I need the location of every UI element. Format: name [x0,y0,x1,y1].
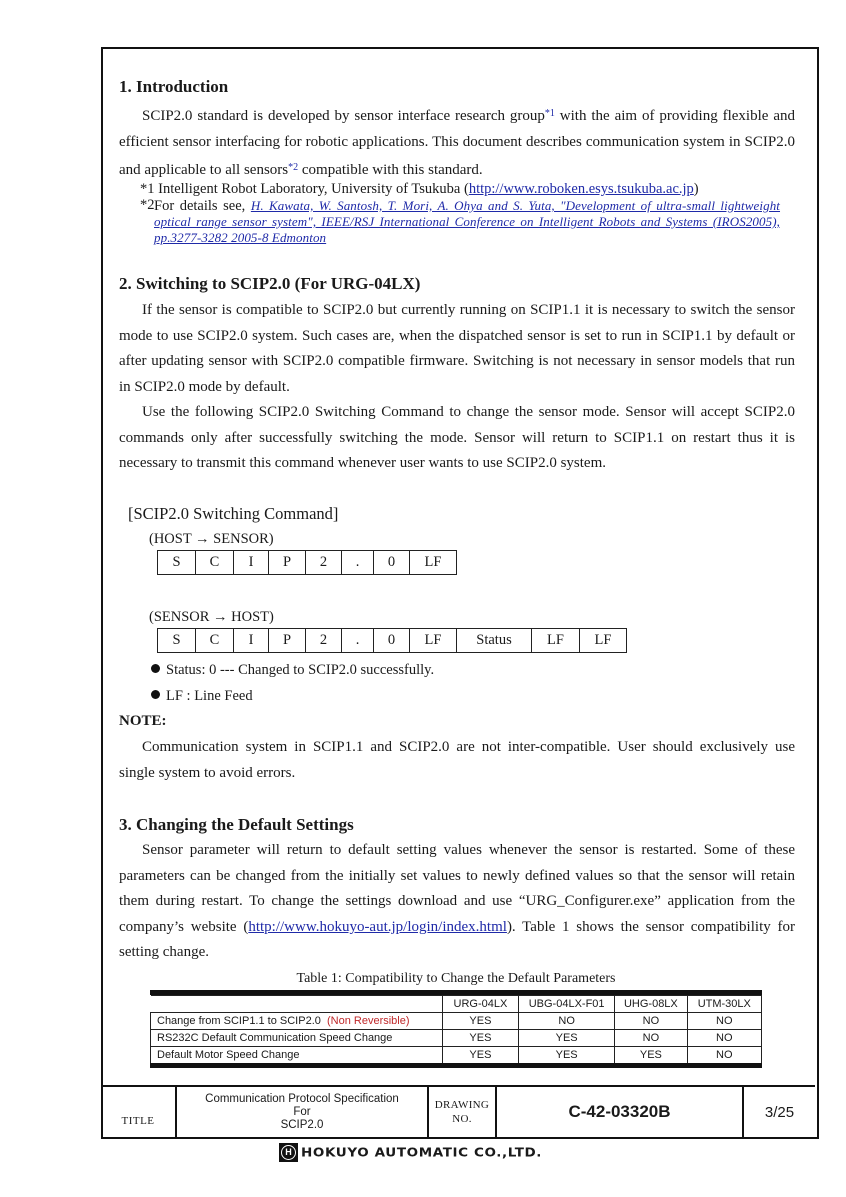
table-header-cell: UTM-30LX [687,996,761,1013]
command-cell: 2 [306,551,342,575]
para-text: Communication system in SCIP1.1 and SCIP2.0 are not inter-compatible. User should exclusively use single system to avoid errors. [119,739,795,781]
title-line: SCIP2.0 [280,1118,324,1131]
footnote-text: ) [693,181,699,197]
bullet-text: Status: 0 --- Changed to SCIP2.0 successfully. [166,662,435,678]
para-text: Sensor parameter will return to default setting values whenever the sensor is restarted. Some of these parameters can be changed from the initially set values to newly defined values so that the sensor will retain them during restart. To change the settings download and use “URG_Configurer.exe” application from the company’s website ( [119,842,795,935]
table-cell: NO [687,1013,761,1030]
bullet-icon [151,664,160,673]
command-cell: C [196,551,234,575]
table-row-label [151,1013,443,1030]
table-row [151,1030,762,1047]
note-label: NOTE: [119,713,167,729]
table-cell: YES [442,1047,518,1064]
command-cell: LF [410,629,457,653]
section-1-paragraph [119,101,795,184]
table-cell: YES [442,1030,518,1047]
bullet-item [151,662,434,679]
drawing-label-line: DRAWING [434,1099,490,1111]
table-cell: NO [687,1047,761,1064]
drawing-label-line: NO. [452,1113,472,1125]
command-cell: C [196,629,234,653]
section-2-heading: 2. Switching to SCIP2.0 (For URG-04LX) [119,274,421,293]
host-to-sensor-label: (HOST → SENSOR) [149,531,274,547]
para-text: ). Table 1 shows the sensor compatibility for setting change. [119,918,795,961]
footnote-mark: *1 [140,181,155,197]
para-text: If the sensor is compatible to SCIP2.0 but currently running on SCIP1.1 it is necessary to switch the sensor mode to use SCIP2.0 system. Such cases are, when the dispatched sensor is set to run in SCIP1.1 by default or after updating sensor with SCIP2.0 compatible firmware. Switching is not necessary in sensor models that run in SCIP2.0 mode by default. [119,302,795,395]
command-cell: . [342,629,374,653]
section-3-paragraph [119,838,795,966]
table-row-label: Default Motor Speed Change [151,1047,443,1064]
table-header-cell: UBG-04LX-F01 [519,996,615,1013]
sensor-to-host-label: (SENSOR → HOST) [149,609,274,625]
section-2-paragraph-1 [119,298,795,400]
command-cell: LF [410,551,457,575]
hokuyo-login-link[interactable]: http://www.hokuyo-aut.jp/login/index.html [248,918,507,935]
command-cell: I [234,551,269,575]
table-cell: NO [519,1013,615,1030]
table-cell: NO [615,1013,687,1030]
table-caption: Table 1: Compatibility to Change the Default Parameters [296,971,616,986]
roboken-link[interactable]: http://www.roboken.esys.tsukuba.ac.jp [468,181,694,197]
title-label: TITLE [121,1115,155,1127]
command-cell: Status [457,629,532,653]
command-cell: S [158,551,196,575]
row-label-text: Change from SCIP1.1 to SCIP2.0 [157,1015,321,1027]
host-to-sensor-command [157,550,457,575]
footnote-1 [140,182,780,197]
command-cell: LF [580,629,627,653]
non-reversible-note: (Non Reversible) [327,1015,410,1027]
table-row-label: RS232C Default Communication Speed Change [151,1030,443,1047]
footnote-2 [140,198,780,246]
command-cell: 0 [374,629,410,653]
command-cell: S [158,629,196,653]
footnote-ref-1[interactable]: *1 [544,108,555,119]
table-cell: YES [519,1030,615,1047]
logo-mark-glyph: H [281,1145,296,1160]
table-header-cell: UHG-08LX [615,996,687,1013]
command-cell: 2 [306,629,342,653]
page-number: 3/25 [742,1087,815,1137]
command-cell: P [269,629,306,653]
table-row [151,1013,762,1030]
company-logo [279,1143,542,1162]
table-cell: YES [519,1047,615,1064]
table-header-cell: URG-04LX [442,996,518,1013]
table-cell: YES [615,1047,687,1064]
command-cell: LF [532,629,580,653]
footnote-mark: *2 [140,197,155,213]
command-title: [SCIP2.0 Switching Command] [128,504,339,523]
kawata-paper-link[interactable]: H. Kawata, W. Santosh, T. Mori, A. Ohya and S. Yuta, "Development of ultra-small lightweight optical range sensor system", IEEE/RSJ International Conference on Intelligent Robots and Systems (IROS2005), pp.3277-3282 2005-8 Edmonton [154,198,781,245]
table-header-row [151,996,762,1013]
document-title [175,1087,427,1137]
section-3-heading: 3. Changing the Default Settings [119,815,354,834]
title-block [101,1085,815,1137]
sensor-to-host-command [157,628,627,653]
title-line: Communication Protocol Specification [205,1092,399,1105]
footnote-text: For details see, [154,198,251,214]
command-cell: 0 [374,551,410,575]
table-bottom-rule [150,1063,762,1068]
bullet-item [151,688,253,705]
section-2-paragraph-2 [119,400,795,477]
command-cell: . [342,551,374,575]
bullet-text: LF : Line Feed [166,688,253,704]
table-cell: YES [442,1013,518,1030]
drawing-number: C-42-03320B [495,1087,742,1137]
compatibility-table [150,995,762,1064]
command-cell: I [234,629,269,653]
command-cell: P [269,551,306,575]
title-line: For [293,1105,311,1118]
section-1-heading: 1. Introduction [119,77,229,96]
para-text: SCIP2.0 standard is developed by sensor interface research group [142,108,545,124]
table-row [151,1047,762,1064]
para-text: compatible with this standard. [298,162,483,179]
footnote-text: Intelligent Robot Laboratory, University of Tsukuba ( [158,181,469,197]
table-cell: NO [615,1030,687,1047]
table-header-cell [151,996,443,1013]
para-text: with the aim of providing flexible and efficient sensor interfacing for robotic applications. This document describes communication system in SCIP2.0 and applicable to all sensors [119,108,795,179]
para-text: Use the following SCIP2.0 Switching Command to change the sensor mode. Sensor will accept SCIP2.0 commands only after successfully switching the mode. Sensor will return to SCIP1.1 on restart thus it is necessary to transmit this command whenever user wants to use SCIP2.0 system. [119,404,795,472]
drawing-no-label [427,1087,495,1137]
bullet-icon [151,690,160,699]
company-name: HOKUYO AUTOMATIC CO.,LTD. [301,1145,543,1160]
hokuyo-logo-icon [279,1143,298,1162]
footnote-ref-2[interactable]: *2 [288,162,299,174]
table-cell: NO [687,1030,761,1047]
note-paragraph [119,735,795,786]
